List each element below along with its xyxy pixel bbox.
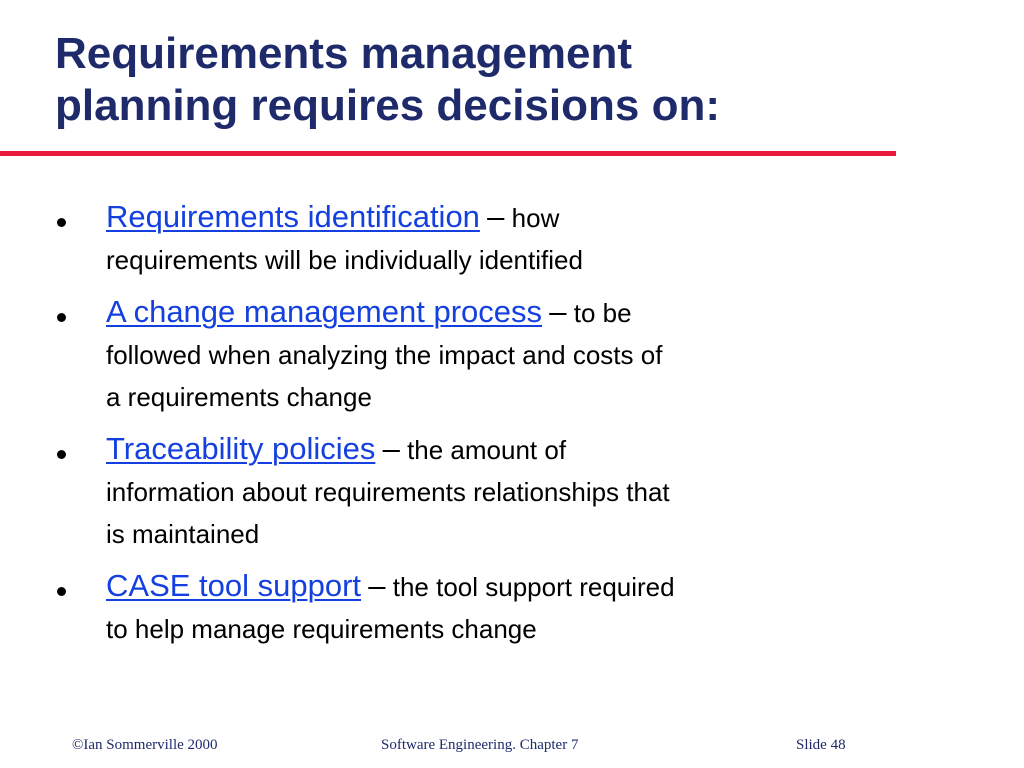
term-link[interactable]: A change management process bbox=[106, 294, 542, 329]
term-link[interactable]: Requirements identification bbox=[106, 199, 480, 234]
bullet-dot-icon bbox=[57, 313, 66, 322]
description-line: is maintained bbox=[106, 519, 260, 549]
term-link[interactable]: CASE tool support bbox=[106, 568, 362, 603]
dash-separator: – bbox=[368, 568, 386, 603]
description-inline: how bbox=[511, 203, 560, 233]
title-underline-rule bbox=[0, 151, 896, 156]
description-line: requirements will be individually identified bbox=[106, 245, 583, 275]
bullet-item-traceability-policies bbox=[55, 428, 855, 555]
title-line-2: planning requires decisions on: bbox=[55, 81, 720, 130]
footer-book-title: Software Engineering. Chapter 7 bbox=[381, 737, 579, 753]
bullet-dot-icon bbox=[57, 587, 66, 596]
footer-slide-number: Slide 48 bbox=[796, 737, 846, 753]
bullet-item-change-management-process bbox=[55, 291, 855, 418]
description-line: followed when analyzing the impact and costs of bbox=[106, 340, 663, 370]
bullet-list bbox=[55, 196, 855, 660]
slide-title bbox=[55, 28, 915, 132]
dash-separator: – bbox=[487, 199, 505, 234]
dash-separator: – bbox=[549, 294, 567, 329]
title-line-1: Requirements management bbox=[55, 29, 633, 78]
bullet-dot-icon bbox=[57, 450, 66, 459]
description-inline: the amount of bbox=[407, 435, 567, 465]
footer-copyright: ©Ian Sommerville 2000 bbox=[72, 737, 218, 753]
bullet-dot-icon bbox=[57, 218, 66, 227]
bullet-item-requirements-identification bbox=[55, 196, 855, 281]
description-inline: the tool support required bbox=[392, 572, 675, 602]
dash-separator: – bbox=[382, 431, 400, 466]
bullet-item-case-tool-support bbox=[55, 565, 855, 650]
description-line: to help manage requirements change bbox=[106, 614, 537, 644]
term-link[interactable]: Traceability policies bbox=[106, 431, 376, 466]
description-line: information about requirements relationships that bbox=[106, 477, 670, 507]
description-inline: to be bbox=[573, 298, 632, 328]
description-line: a requirements change bbox=[106, 382, 372, 412]
